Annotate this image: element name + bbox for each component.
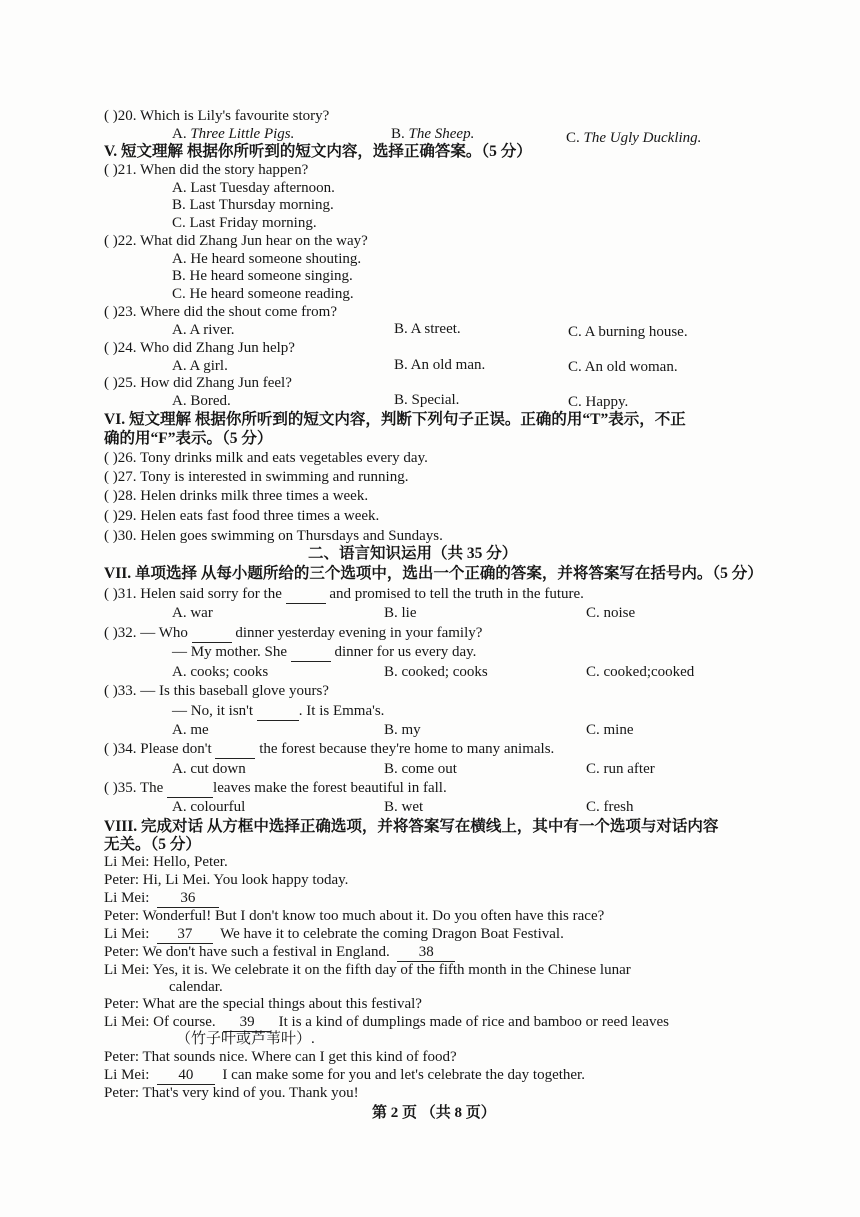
q20-stem: ( )20. Which is Lily's favourite story?: [104, 108, 330, 124]
dialog-line-6: Peter: We don't have such a festival in England. 38: [104, 943, 455, 962]
q20-option-c: C. The Ugly Duckling.: [566, 130, 702, 146]
page-footer: 第 2 页 （共 8 页）: [372, 1105, 496, 1121]
q32-blank-1: [192, 624, 232, 643]
q33-option-b: B. my: [384, 722, 421, 738]
dialog-line-2: Peter: Hi, Li Mei. You look happy today.: [104, 872, 349, 888]
dialog-line-7: Li Mei: Yes, it is. We celebrate it on the fifth day of the fifth month in the Chinese lunar: [104, 962, 631, 978]
section-5-title: V. 短文理解 根据你所听到的短文内容，选择正确答案。（5 分）: [104, 143, 532, 160]
dialog-line-7b: calendar.: [169, 979, 223, 995]
dialog-line-12: Peter: That's very kind of you. Thank you!: [104, 1085, 359, 1101]
q22-option-b: B. He heard someone singing.: [172, 268, 353, 284]
q20-option-b: B. The Sheep.: [391, 126, 475, 142]
q34-option-c: C. run after: [586, 761, 655, 777]
blank-40: 40: [157, 1066, 215, 1085]
q33-option-c: C. mine: [586, 722, 634, 738]
q34-option-a: A. cut down: [172, 761, 246, 777]
q31-stem: ( )31. Helen said sorry for the and promised to tell the truth in the future.: [104, 586, 584, 602]
q26-statement: ( )26. Tony drinks milk and eats vegetables every day.: [104, 450, 428, 466]
dialog-line-1: Li Mei: Hello, Peter.: [104, 854, 228, 870]
q31-blank: [286, 585, 326, 604]
q34-stem: ( )34. Please don't the forest because they're home to many animals.: [104, 741, 555, 757]
q29-statement: ( )29. Helen eats fast food three times a week.: [104, 508, 380, 524]
section-8-title-line2: 无关。（5 分）: [104, 836, 201, 853]
dialog-line-9b: （竹子叶或芦苇叶）.: [176, 1031, 315, 1047]
dialog-line-8: Peter: What are the special things about this festival?: [104, 996, 422, 1012]
q31-option-c: C. noise: [586, 605, 636, 621]
q35-stem: ( )35. The leaves make the forest beautiful in fall.: [104, 780, 447, 796]
dialog-line-3: Li Mei: 36: [104, 889, 219, 908]
section-6-title-line1: VI. 短文理解 根据你所听到的短文内容，判断下列句子正误。正确的用“T”表示，不正: [104, 411, 686, 428]
dialog-line-11: Li Mei: 40 I can make some for you and let's celebrate the day together.: [104, 1067, 585, 1083]
q23-option-b: B. A street.: [394, 321, 461, 337]
q32-stem: ( )32. — Who dinner yesterday evening in your family?: [104, 625, 483, 641]
q25-option-c: C. Happy.: [568, 394, 629, 410]
q31-option-b: B. lie: [384, 605, 417, 621]
dialog-line-9: Li Mei: Of course. 39 It is a kind of dumplings made of rice and bamboo or reed leaves: [104, 1014, 669, 1030]
q35-option-b: B. wet: [384, 799, 424, 815]
q32-option-c: C. cooked;cooked: [586, 664, 695, 680]
q32-blank-2: [291, 643, 331, 662]
section-8-title-line1: VIII. 完成对话 从方框中选择正确选项，并将答案写在横线上，其中有一个选项与对话内容: [104, 818, 719, 835]
q25-stem: ( )25. How did Zhang Jun feel?: [104, 375, 292, 391]
q31-option-a: A. war: [172, 605, 213, 621]
q32-option-b: B. cooked; cooks: [384, 664, 488, 680]
q23-stem: ( )23. Where did the shout come from?: [104, 304, 337, 320]
q21-option-c: C. Last Friday morning.: [172, 215, 317, 231]
blank-39: 39: [223, 1013, 271, 1032]
q27-statement: ( )27. Tony is interested in swimming and running.: [104, 469, 409, 485]
q33-stem: ( )33. — Is this baseball glove yours?: [104, 683, 329, 699]
blank-36: 36: [157, 889, 219, 908]
q33-blank: [257, 702, 299, 721]
blank-37: 37: [157, 925, 213, 944]
dialog-line-4: Peter: Wonderful! But I don't know too much about it. Do you often have this race?: [104, 908, 605, 924]
q34-option-b: B. come out: [384, 761, 457, 777]
part-2-heading: 二、语言知识运用（共 35 分）: [308, 545, 518, 562]
q25-option-a: A. Bored.: [172, 393, 231, 409]
q21-option-b: B. Last Thursday morning.: [172, 197, 334, 213]
q23-option-a: A. A river.: [172, 322, 235, 338]
blank-38: 38: [397, 943, 455, 962]
q28-statement: ( )28. Helen drinks milk three times a week.: [104, 488, 369, 504]
q22-option-c: C. He heard someone reading.: [172, 286, 354, 302]
dialog-line-5: Li Mei: 37 We have it to celebrate the coming Dragon Boat Festival.: [104, 926, 564, 942]
q21-stem: ( )21. When did the story happen?: [104, 162, 309, 178]
q24-stem: ( )24. Who did Zhang Jun help?: [104, 340, 295, 356]
q22-option-a: A. He heard someone shouting.: [172, 251, 362, 267]
q35-option-c: C. fresh: [586, 799, 634, 815]
q35-blank: [167, 779, 213, 798]
q33-option-a: A. me: [172, 722, 209, 738]
q25-option-b: B. Special.: [394, 392, 460, 408]
q21-option-a: A. Last Tuesday afternoon.: [172, 180, 335, 196]
q23-option-c: C. A burning house.: [568, 324, 688, 340]
q24-option-c: C. An old woman.: [568, 359, 678, 375]
section-6-title-line2: 确的用“F”表示。（5 分）: [104, 430, 273, 447]
q32-stem-line2: — My mother. She dinner for us every day.: [172, 644, 477, 660]
q32-option-a: A. cooks; cooks: [172, 664, 269, 680]
q24-option-b: B. An old man.: [394, 357, 486, 373]
q22-stem: ( )22. What did Zhang Jun hear on the way?: [104, 233, 368, 249]
q30-statement: ( )30. Helen goes swimming on Thursdays and Sundays.: [104, 528, 443, 544]
q24-option-a: A. A girl.: [172, 358, 228, 374]
q20-option-a: A. Three Little Pigs.: [172, 126, 295, 142]
section-7-title: VII. 单项选择 从每小题所给的三个选项中，选出一个正确的答案，并将答案写在括号内。（5 分）: [104, 565, 763, 582]
dialog-line-10: Peter: That sounds nice. Where can I get this kind of food?: [104, 1049, 457, 1065]
q35-option-a: A. colourful: [172, 799, 246, 815]
q34-blank: [215, 740, 255, 759]
q33-stem-line2: — No, it isn't . It is Emma's.: [172, 703, 385, 719]
